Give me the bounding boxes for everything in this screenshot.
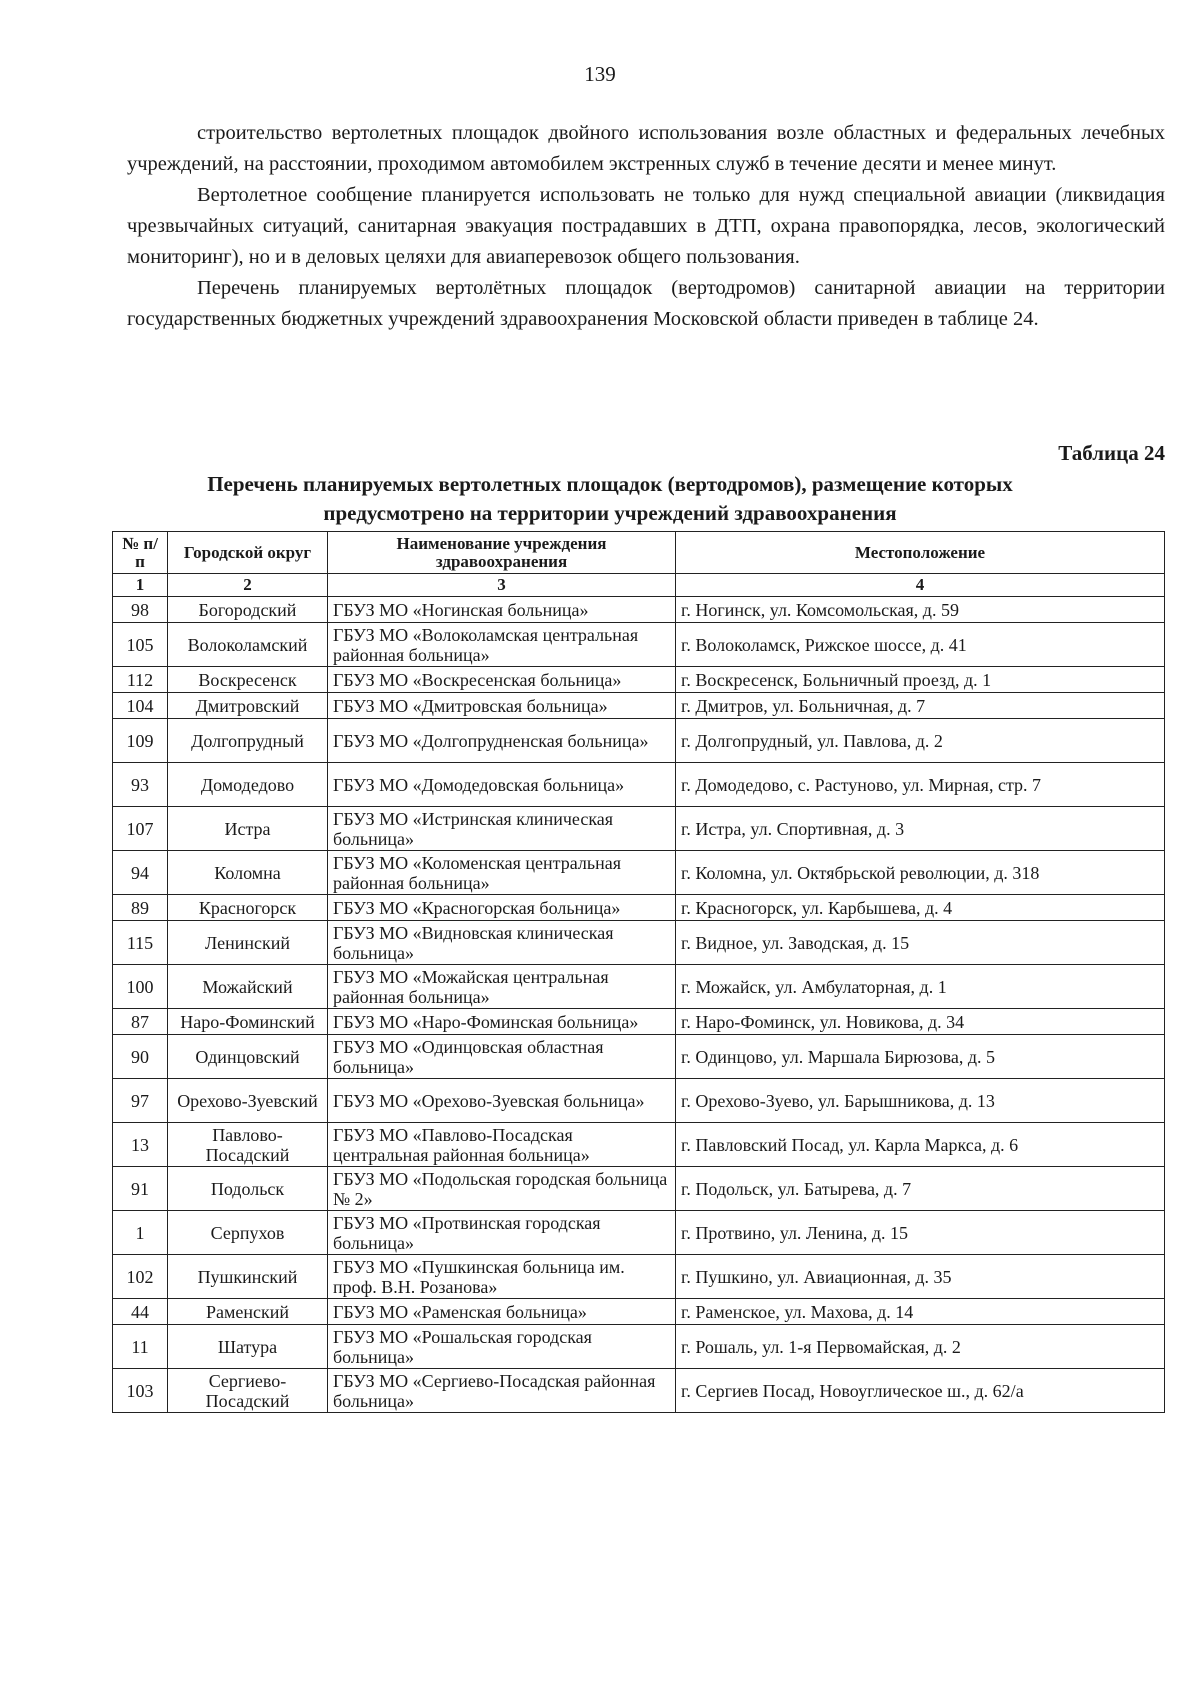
table-row bbox=[113, 763, 1165, 807]
row-num: 1 bbox=[113, 1211, 168, 1255]
row-institution: ГБУЗ МО «Волоколамская центральная районная больница» bbox=[328, 623, 676, 667]
column-number-row bbox=[113, 574, 1165, 597]
row-num: 97 bbox=[113, 1079, 168, 1123]
row-location: г. Пушкино, ул. Авиационная, д. 35 bbox=[676, 1255, 1165, 1299]
column-number: 4 bbox=[676, 574, 1165, 597]
row-institution: ГБУЗ МО «Видновская клиническая больница» bbox=[328, 921, 676, 965]
row-institution: ГБУЗ МО «Орехово-Зуевская больница» bbox=[328, 1079, 676, 1123]
row-num: 100 bbox=[113, 965, 168, 1009]
row-institution: ГБУЗ МО «Можайская центральная районная больница» bbox=[328, 965, 676, 1009]
row-institution: ГБУЗ МО «Подольская городская больница № 2» bbox=[328, 1167, 676, 1211]
row-district: Можайский bbox=[168, 965, 328, 1009]
table-title-line: предусмотрено на территории учреждений здравоохранения bbox=[323, 501, 897, 525]
row-district: Сергиево-Посадский bbox=[168, 1369, 328, 1413]
table-row bbox=[113, 807, 1165, 851]
row-location: г. Воскресенск, Больничный проезд, д. 1 bbox=[676, 667, 1165, 693]
heliport-table bbox=[112, 531, 1165, 1413]
body-text bbox=[127, 118, 1165, 335]
row-num: 11 bbox=[113, 1325, 168, 1369]
row-institution: ГБУЗ МО «Истринская клиническая больница» bbox=[328, 807, 676, 851]
row-num: 13 bbox=[113, 1123, 168, 1167]
row-institution: ГБУЗ МО «Сергиево-Посадская районная больница» bbox=[328, 1369, 676, 1413]
row-location: г. Можайск, ул. Амбулаторная, д. 1 bbox=[676, 965, 1165, 1009]
row-district: Орехово-Зуевский bbox=[168, 1079, 328, 1123]
table-row bbox=[113, 1299, 1165, 1325]
row-district: Ленинский bbox=[168, 921, 328, 965]
row-location: г. Раменское, ул. Махова, д. 14 bbox=[676, 1299, 1165, 1325]
row-district: Дмитровский bbox=[168, 693, 328, 719]
paragraph: Перечень планируемых вертолётных площадок (вертодромов) санитарной авиации на территории государственных бюджетных учреждений здравоохранения Московской области приведен в таблице 24. bbox=[127, 277, 1165, 330]
row-location: г. Домодедово, с. Растуново, ул. Мирная, стр. 7 bbox=[676, 763, 1165, 807]
table-row bbox=[113, 693, 1165, 719]
row-district: Воскресенск bbox=[168, 667, 328, 693]
column-number: 2 bbox=[168, 574, 328, 597]
row-district: Богородский bbox=[168, 597, 328, 623]
header-location: Местоположение bbox=[676, 532, 1165, 574]
header-num: № п/п bbox=[113, 532, 168, 574]
table-row bbox=[113, 1123, 1165, 1167]
table-row bbox=[113, 1167, 1165, 1211]
row-district: Наро-Фоминский bbox=[168, 1009, 328, 1035]
row-num: 115 bbox=[113, 921, 168, 965]
row-num: 90 bbox=[113, 1035, 168, 1079]
row-institution: ГБУЗ МО «Домодедовская больница» bbox=[328, 763, 676, 807]
row-num: 89 bbox=[113, 895, 168, 921]
row-num: 105 bbox=[113, 623, 168, 667]
paragraph: строительство вертолетных площадок двойного использования возле областных и федеральных лечебных учреждений, на расстоянии, проходимом автомобилем экстренных служб в течение десяти и менее минут. bbox=[127, 122, 1165, 175]
table-row bbox=[113, 1079, 1165, 1123]
table-row bbox=[113, 1325, 1165, 1369]
table-body bbox=[113, 597, 1165, 1413]
table-row bbox=[113, 1211, 1165, 1255]
row-institution: ГБУЗ МО «Протвинская городская больница» bbox=[328, 1211, 676, 1255]
row-institution: ГБУЗ МО «Рошальская городская больница» bbox=[328, 1325, 676, 1369]
row-num: 87 bbox=[113, 1009, 168, 1035]
row-institution: ГБУЗ МО «Коломенская центральная районная больница» bbox=[328, 851, 676, 895]
row-location: г. Истра, ул. Спортивная, д. 3 bbox=[676, 807, 1165, 851]
row-district: Домодедово bbox=[168, 763, 328, 807]
table-row bbox=[113, 851, 1165, 895]
row-institution: ГБУЗ МО «Воскресенская больница» bbox=[328, 667, 676, 693]
row-num: 103 bbox=[113, 1369, 168, 1413]
table-label: Таблица 24 bbox=[1058, 441, 1165, 465]
row-location: г. Волоколамск, Рижское шоссе, д. 41 bbox=[676, 623, 1165, 667]
row-district: Шатура bbox=[168, 1325, 328, 1369]
table-row bbox=[113, 1255, 1165, 1299]
row-institution: ГБУЗ МО «Пушкинская больница им. проф. В.Н. Розанова» bbox=[328, 1255, 676, 1299]
table-row bbox=[113, 895, 1165, 921]
row-district: Коломна bbox=[168, 851, 328, 895]
header-institution: Наименование учреждения здравоохранения bbox=[328, 532, 676, 574]
row-institution: ГБУЗ МО «Наро-Фоминская больница» bbox=[328, 1009, 676, 1035]
row-location: г. Одинцово, ул. Маршала Бирюзова, д. 5 bbox=[676, 1035, 1165, 1079]
row-num: 104 bbox=[113, 693, 168, 719]
row-institution: ГБУЗ МО «Дмитровская больница» bbox=[328, 693, 676, 719]
row-location: г. Павловский Посад, ул. Карла Маркса, д. 6 bbox=[676, 1123, 1165, 1167]
table-row bbox=[113, 1035, 1165, 1079]
row-num: 91 bbox=[113, 1167, 168, 1211]
column-number: 1 bbox=[113, 574, 168, 597]
paragraph: Вертолетное сообщение планируется использовать не только для нужд специальной авиации (ликвидация чрезвычайных ситуаций, санитарная эвакуация пострадавших в ДТП, охрана правопорядка, лесов, экологический мониторинг), но и в деловых целяхи для авиаперевозок общего пользования. bbox=[127, 184, 1165, 268]
table-row bbox=[113, 719, 1165, 763]
row-location: г. Протвино, ул. Ленина, д. 15 bbox=[676, 1211, 1165, 1255]
row-institution: ГБУЗ МО «Одинцовская областная больница» bbox=[328, 1035, 676, 1079]
row-location: г. Подольск, ул. Батырева, д. 7 bbox=[676, 1167, 1165, 1211]
table-row bbox=[113, 597, 1165, 623]
row-num: 109 bbox=[113, 719, 168, 763]
row-district: Раменский bbox=[168, 1299, 328, 1325]
row-institution: ГБУЗ МО «Красногорская больница» bbox=[328, 895, 676, 921]
row-location: г. Орехово-Зуево, ул. Барышникова, д. 13 bbox=[676, 1079, 1165, 1123]
row-num: 102 bbox=[113, 1255, 168, 1299]
row-location: г. Дмитров, ул. Больничная, д. 7 bbox=[676, 693, 1165, 719]
row-institution: ГБУЗ МО «Раменская больница» bbox=[328, 1299, 676, 1325]
row-district: Одинцовский bbox=[168, 1035, 328, 1079]
row-district: Волоколамский bbox=[168, 623, 328, 667]
row-num: 98 bbox=[113, 597, 168, 623]
table-row bbox=[113, 965, 1165, 1009]
table-title bbox=[100, 470, 1120, 528]
row-location: г. Долгопрудный, ул. Павлова, д. 2 bbox=[676, 719, 1165, 763]
table-row bbox=[113, 1009, 1165, 1035]
row-location: г. Рошаль, ул. 1-я Первомайская, д. 2 bbox=[676, 1325, 1165, 1369]
table-title-line: Перечень планируемых вертолетных площадок (вертодромов), размещение которых bbox=[207, 472, 1013, 496]
row-district: Истра bbox=[168, 807, 328, 851]
row-location: г. Видное, ул. Заводская, д. 15 bbox=[676, 921, 1165, 965]
row-institution: ГБУЗ МО «Павлово-Посадская центральная районная больница» bbox=[328, 1123, 676, 1167]
row-district: Красногорск bbox=[168, 895, 328, 921]
row-district: Павлово-Посадский bbox=[168, 1123, 328, 1167]
column-number: 3 bbox=[328, 574, 676, 597]
row-location: г. Наро-Фоминск, ул. Новикова, д. 34 bbox=[676, 1009, 1165, 1035]
row-location: г. Сергиев Посад, Новоуглическое ш., д. 62/а bbox=[676, 1369, 1165, 1413]
table-row bbox=[113, 667, 1165, 693]
row-district: Долгопрудный bbox=[168, 719, 328, 763]
row-location: г. Коломна, ул. Октябрьской революции, д. 318 bbox=[676, 851, 1165, 895]
row-num: 112 bbox=[113, 667, 168, 693]
row-district: Пушкинский bbox=[168, 1255, 328, 1299]
row-num: 107 bbox=[113, 807, 168, 851]
row-num: 94 bbox=[113, 851, 168, 895]
row-district: Серпухов bbox=[168, 1211, 328, 1255]
table-row bbox=[113, 623, 1165, 667]
table-row bbox=[113, 921, 1165, 965]
row-institution: ГБУЗ МО «Ногинская больница» bbox=[328, 597, 676, 623]
row-num: 44 bbox=[113, 1299, 168, 1325]
row-district: Подольск bbox=[168, 1167, 328, 1211]
row-num: 93 bbox=[113, 763, 168, 807]
row-location: г. Красногорск, ул. Карбышева, д. 4 bbox=[676, 895, 1165, 921]
header-district: Городской округ bbox=[168, 532, 328, 574]
table-row bbox=[113, 1369, 1165, 1413]
row-location: г. Ногинск, ул. Комсомольская, д. 59 bbox=[676, 597, 1165, 623]
page-number: 139 bbox=[584, 62, 616, 86]
row-institution: ГБУЗ МО «Долгопрудненская больница» bbox=[328, 719, 676, 763]
